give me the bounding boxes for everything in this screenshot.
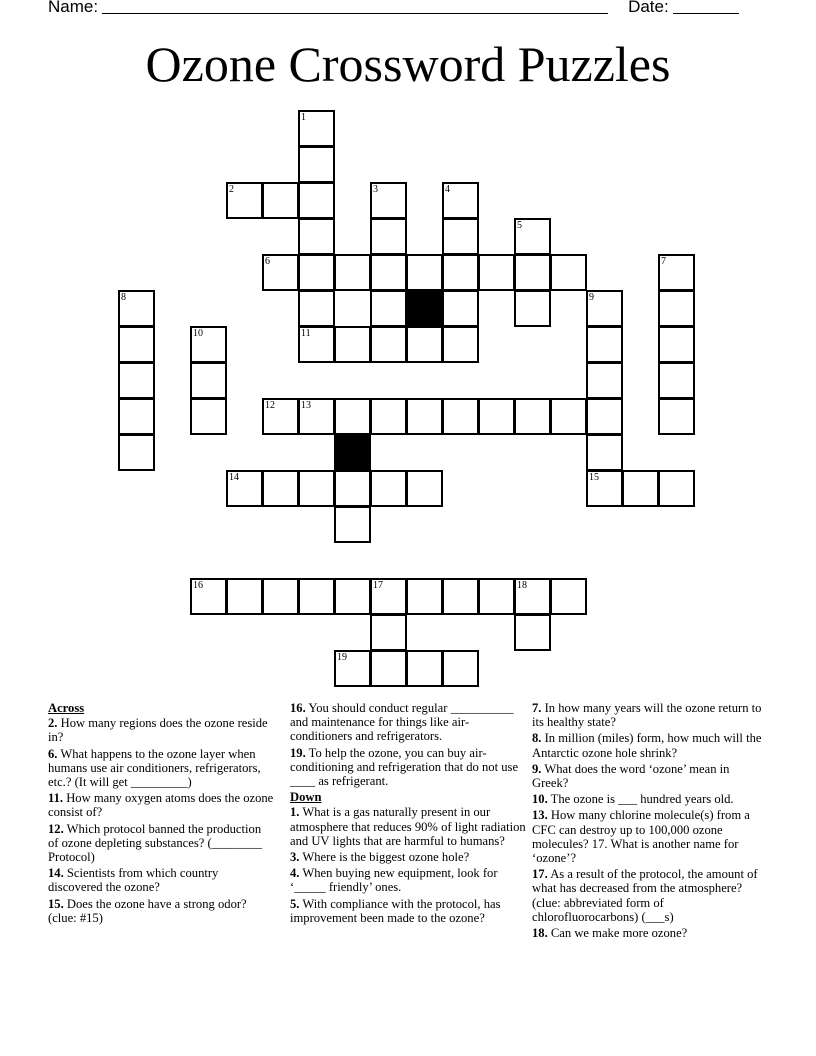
crossword-cell[interactable] (262, 470, 299, 507)
clue-text: The ozone is ___ hundred years old. (547, 792, 734, 807)
clue-text: When buying new equipment, look for ‘_____ friendly’ ones. (290, 866, 498, 895)
clues-section (48, 701, 768, 1001)
crossword-cell[interactable] (298, 470, 335, 507)
clue-number: 8. (532, 731, 542, 746)
crossword-cell[interactable] (658, 362, 695, 399)
page-title: Ozone Crossword Puzzles (145, 36, 671, 92)
crossword-cell[interactable] (658, 326, 695, 363)
clue-number-13: 13 (301, 400, 311, 411)
crossword-cell[interactable] (226, 578, 263, 615)
clue-number-6: 6 (265, 256, 270, 267)
crossword-cell[interactable] (514, 290, 551, 327)
clue-number: 17. (532, 867, 548, 882)
clue-number: 19. (290, 745, 306, 760)
clue-text: How many chlorine molecule(s) from a CFC can destroy up to 100,000 ozone molecules? 17. What is another name for ‘ozone’? (532, 808, 750, 866)
crossword-cell[interactable] (406, 578, 443, 615)
down-clue (532, 792, 768, 806)
clue-number-5: 5 (517, 220, 522, 231)
crossword-cell[interactable] (334, 470, 371, 507)
clue-text: Where is the biggest ozone hole? (299, 850, 470, 865)
crossword-cell[interactable] (586, 434, 623, 471)
down-clue (532, 926, 768, 940)
clue-number-12: 12 (265, 400, 275, 411)
crossword-cell[interactable] (298, 218, 335, 255)
crossword-cell[interactable] (370, 182, 407, 219)
name-label: Name: (48, 0, 99, 16)
crossword-cell[interactable] (370, 578, 407, 615)
clue-number-1: 1 (301, 112, 306, 123)
clue-number: 4. (290, 866, 300, 881)
crossword-cell[interactable] (370, 650, 407, 687)
clue-number-4: 4 (445, 184, 450, 195)
crossword-cell[interactable] (442, 398, 479, 435)
crossword-cell[interactable] (370, 326, 407, 363)
down-clue (290, 866, 526, 894)
crossword-cell[interactable] (622, 470, 659, 507)
crossword-cell[interactable] (190, 578, 227, 615)
crossword-cell[interactable] (586, 398, 623, 435)
clue-number-9: 9 (589, 292, 594, 303)
crossword-cell[interactable] (658, 254, 695, 291)
crossword-cell[interactable] (478, 398, 515, 435)
crossword-cell[interactable] (550, 578, 587, 615)
across-clue (48, 822, 274, 865)
clue-number: 18. (532, 926, 548, 941)
down-clue (532, 701, 768, 729)
crossword-cell[interactable] (478, 254, 515, 291)
crossword-cell[interactable] (406, 326, 443, 363)
crossword-cell[interactable] (406, 254, 443, 291)
down-clue (290, 897, 526, 925)
across-heading: Across (48, 701, 85, 715)
crossword-cell[interactable] (298, 182, 335, 219)
clue-text: Does the ozone have a strong odor? (clue: #15) (48, 896, 247, 925)
crossword-cell[interactable] (118, 434, 155, 471)
crossword-cell[interactable] (442, 218, 479, 255)
clue-number-8: 8 (121, 292, 126, 303)
crossword-cell[interactable] (514, 578, 551, 615)
crossword-cell[interactable] (334, 326, 371, 363)
across-clue (48, 897, 274, 925)
clue-text: You should conduct regular __________ and maintenance for things like air-conditioners and refrigerators. (290, 701, 514, 744)
clues-column-2 (290, 701, 526, 927)
clue-number-15: 15 (589, 472, 599, 483)
crossword-cell[interactable] (586, 290, 623, 327)
across-clue (290, 746, 526, 789)
crossword-cell[interactable] (118, 290, 155, 327)
crossword-cell[interactable] (514, 614, 551, 651)
clue-number-17: 17 (373, 580, 383, 591)
crossword-cell[interactable] (478, 578, 515, 615)
clue-text: As a result of the protocol, the amount of what has decreased from the atmosphere? (clue: abbreviated form of chlorofluorocarbons) (___s) (532, 867, 758, 924)
crossword-cell[interactable] (586, 362, 623, 399)
crossword-cell[interactable] (226, 470, 263, 507)
crossword-cell[interactable] (442, 254, 479, 291)
crossword-cell[interactable] (334, 578, 371, 615)
across-clue (48, 866, 274, 894)
crossword-cell[interactable] (118, 326, 155, 363)
clue-number: 13. (532, 808, 548, 823)
clue-text: Can we make more ozone? (547, 926, 688, 941)
crossword-cell[interactable] (658, 398, 695, 435)
clue-number: 5. (290, 896, 300, 911)
crossword-cell[interactable] (406, 470, 443, 507)
clue-number: 7. (532, 701, 542, 715)
crossword-cell[interactable] (550, 398, 587, 435)
date-label: Date: (628, 0, 669, 16)
down-clue (290, 805, 526, 848)
crossword-cell[interactable] (118, 398, 155, 435)
crossword-cell[interactable] (370, 398, 407, 435)
crossword-cell[interactable] (406, 650, 443, 687)
clue-number-11: 11 (301, 328, 311, 339)
clue-number: 1. (290, 805, 300, 820)
clue-text: With compliance with the protocol, has improvement been made to the ozone? (290, 896, 501, 925)
crossword-cell[interactable] (334, 650, 371, 687)
clue-number: 3. (290, 850, 300, 865)
crossword-cell[interactable] (118, 362, 155, 399)
clue-text: What happens to the ozone layer when humans use air conditioners, refrigerators, etc.? (It will get _________) (48, 746, 261, 790)
across-clue (48, 716, 274, 744)
crossword-cell[interactable] (442, 578, 479, 615)
crossword-cell[interactable] (406, 398, 443, 435)
clue-text: Scientists from which country discovered the ozone? (48, 866, 219, 895)
clue-text: What does the word ‘ozone’ mean in Greek? (532, 761, 730, 791)
crossword-cell[interactable] (586, 470, 623, 507)
down-clue (290, 850, 526, 864)
crossword-cell[interactable] (370, 290, 407, 327)
crossword-cell[interactable] (262, 578, 299, 615)
clue-number-10: 10 (193, 328, 203, 339)
clue-number-2: 2 (229, 184, 234, 195)
clue-text: In million (miles) form, how much will the Antarctic ozone hole shrink? (532, 731, 762, 760)
clue-number: 16. (290, 701, 306, 715)
clue-text: Which protocol banned the production of ozone depleting substances? (________ Protocol) (48, 821, 263, 865)
clue-number-18: 18 (517, 580, 527, 591)
crossword-cell[interactable] (442, 650, 479, 687)
clue-number-3: 3 (373, 184, 378, 195)
crossword-cell[interactable] (370, 254, 407, 291)
crossword-cell[interactable] (298, 578, 335, 615)
crossword-cell[interactable] (370, 218, 407, 255)
clue-number: 10. (532, 792, 548, 807)
crossword-black-cell (406, 290, 443, 327)
clue-number: 6. (48, 746, 58, 761)
crossword-cell[interactable] (658, 470, 695, 507)
crossword-cell[interactable] (442, 326, 479, 363)
across-clue (48, 791, 274, 819)
clue-text: What is a gas naturally present in our atmosphere that reduces 90% of light radiation and UV lights that are harmful to humans? (290, 805, 526, 848)
clue-number-16: 16 (193, 580, 203, 591)
clue-number: 12. (48, 821, 64, 836)
crossword-cell[interactable] (298, 290, 335, 327)
crossword-cell[interactable] (262, 254, 299, 291)
crossword-cell[interactable] (514, 398, 551, 435)
clue-text: How many regions does the ozone reside in? (48, 716, 268, 745)
crossword-cell[interactable] (262, 182, 299, 219)
crossword-cell[interactable] (262, 398, 299, 435)
clue-number: 2. (48, 716, 58, 731)
crossword-cell[interactable] (298, 110, 335, 147)
crossword-cell[interactable] (190, 362, 227, 399)
clue-text: To help the ozone, you can buy air-conditioning and refrigeration that do not use ____ as refrigerant. (290, 745, 519, 789)
crossword-cell[interactable] (586, 326, 623, 363)
across-clue (290, 701, 526, 744)
clue-number: 15. (48, 896, 64, 911)
clue-number: 9. (532, 761, 542, 776)
crossword-cell[interactable] (334, 506, 371, 543)
clues-column-1 (48, 701, 274, 927)
crossword-cell[interactable] (514, 218, 551, 255)
crossword-cell[interactable] (298, 146, 335, 183)
clue-number-19: 19 (337, 652, 347, 663)
down-clue (532, 808, 768, 865)
down-heading: Down (290, 790, 322, 805)
crossword-cell[interactable] (658, 290, 695, 327)
crossword-cell[interactable] (334, 254, 371, 291)
crossword-cell[interactable] (370, 614, 407, 651)
crossword-cell[interactable] (442, 290, 479, 327)
down-clue (532, 867, 768, 924)
clue-number: 14. (48, 866, 64, 881)
crossword-cell[interactable] (298, 326, 335, 363)
clue-number-7: 7 (661, 256, 666, 267)
crossword-cell[interactable] (370, 470, 407, 507)
crossword-cell[interactable] (442, 182, 479, 219)
crossword-cell[interactable] (190, 398, 227, 435)
crossword-cell[interactable] (514, 254, 551, 291)
crossword-cell[interactable] (298, 254, 335, 291)
down-clue (532, 762, 768, 790)
clue-number-14: 14 (229, 472, 239, 483)
clue-text: In how many years will the ozone return to its healthy state? (532, 701, 762, 730)
crossword-cell[interactable] (190, 326, 227, 363)
across-clue (48, 747, 274, 790)
clue-text: How many oxygen atoms does the ozone consist of? (48, 791, 274, 820)
crossword-cell[interactable] (298, 398, 335, 435)
clues-column-3 (532, 701, 768, 942)
crossword-black-cell (334, 434, 371, 471)
crossword-cell[interactable] (550, 254, 587, 291)
down-clue (532, 731, 768, 759)
crossword-cell[interactable] (226, 182, 263, 219)
clue-number: 11. (48, 791, 64, 806)
crossword-cell[interactable] (334, 398, 371, 435)
